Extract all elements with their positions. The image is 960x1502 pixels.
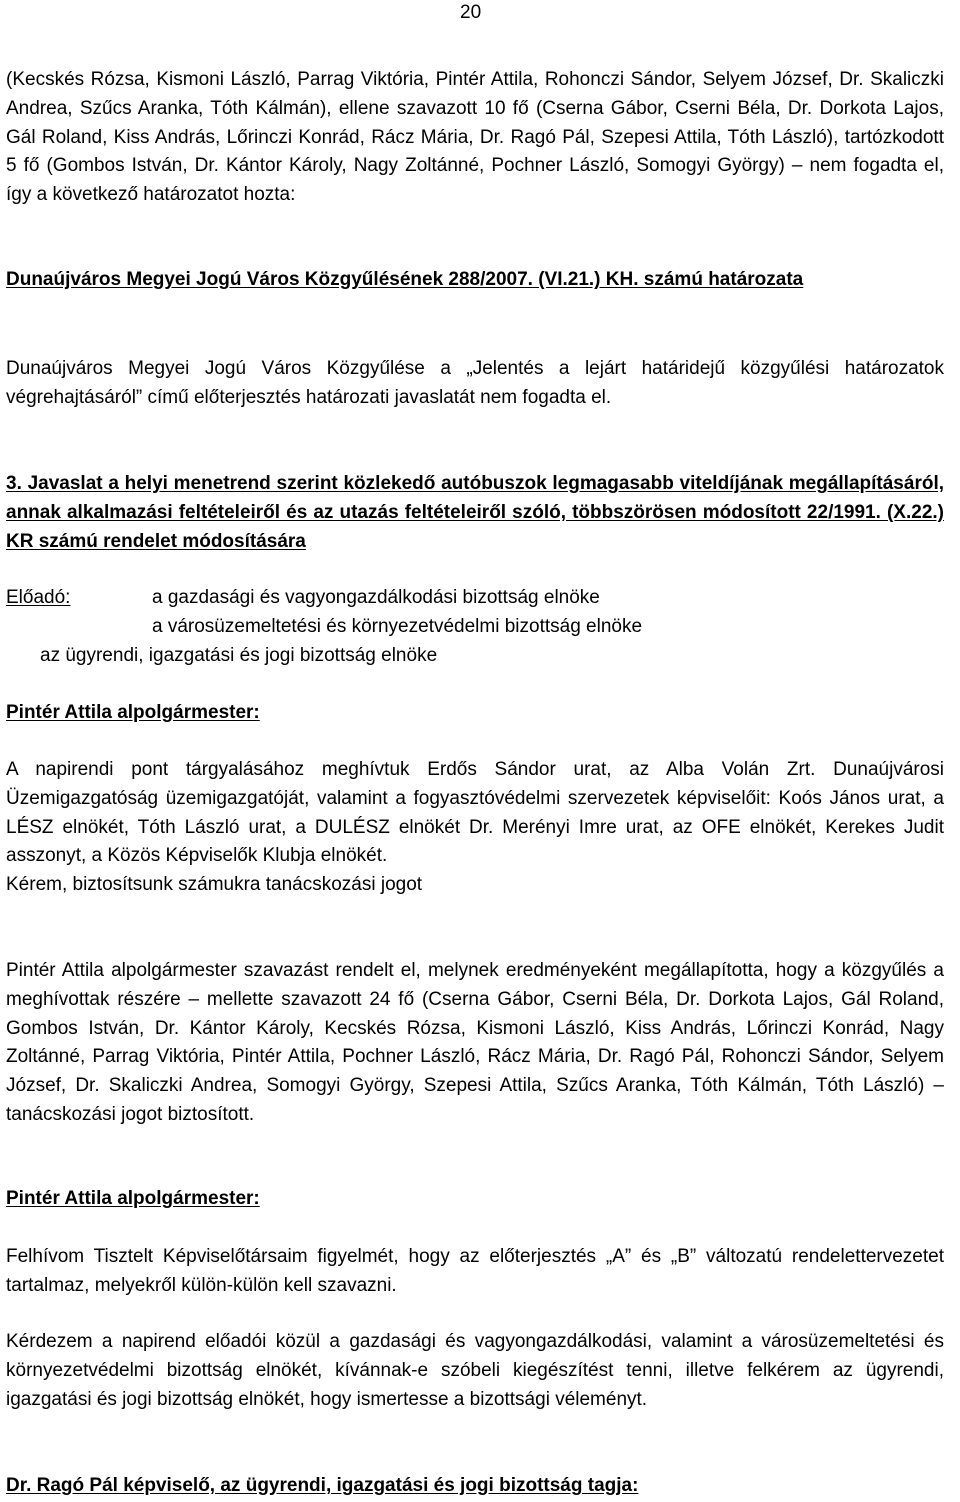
resolution-body [6, 355, 944, 413]
presenter-line-2: a városüzemeltetési és környezetvédelmi bizottság elnöke [152, 615, 643, 637]
presenter-label: Előadó: [6, 587, 71, 608]
request-text: Kérem, biztosítsunk számukra tanácskozási jogot [6, 874, 423, 896]
agenda-item-heading-text: 3. Javaslat a helyi menetrend szerint közlekedő autóbuszok legmagasabb viteldíjának megállapításáról, annak alkalmazási feltételeiről és az utazás feltételeiről szóló, többszörösen módosított 22/1991. (X.22.) KR számú rendelet módosítására [6, 473, 944, 552]
resolution-heading-text: Dunaújváros Megyei Jogú Város Közgyűlésének 288/2007. (VI.21.) KH. számú határozata [6, 269, 804, 290]
invite-text: A napirendi pont tárgyalásához meghívtuk Erdős Sándor urat, az Alba Volán Zrt. Dunaújvárosi Üzemigazgatóság üzemigazgatóját, valamint a fogyasztóvédelmi szervezetek képviselőit: Koós János urat, a LÉSZ elnökét, Tóth László urat, a DULÉSZ elnökét Dr. Merényi Imre urat, az OFE elnökét, Kerekes Judit asszonyt, a Közös Képviselők Klubja elnökét. [6, 759, 944, 867]
speaker-heading-3 [6, 1472, 944, 1501]
speaker-heading-2 [6, 1185, 944, 1214]
agenda-item-heading [6, 470, 944, 556]
speaker-heading-1 [6, 699, 944, 728]
presenter-line-3: az ügyrendi, igazgatási és jogi bizottság elnöke [40, 644, 438, 666]
invite-paragraph [6, 756, 944, 900]
vote-result-paragraph-2 [6, 957, 944, 1130]
vote-result-text-2: Pintér Attila alpolgármester szavazást rendelt el, melynek eredményeként megállapította, hogy a közgyűlés a meghívottak részére – mellette szavazott 24 fő (Cserna Gábor, Cserni Béla, Dr. Dorkota Lajos, Gál Roland, Gombos István, Dr. Kántor Károly, Kecskés Rózsa, Kismoni László, Kiss András, Lőrinczi Konrád, Nagy Zoltánné, Parrag Viktória, Pintér Attila, Pochner László, Rácz Mária, Dr. Ragó Pál, Rohonczi Sándor, Selyem József, Dr. Skaliczki Andrea, Somogyi György, Szepesi Attila, Szűcs Aranka, Tóth Kálmán, Tóth László) – tanácskozási jogot biztosított. [6, 960, 944, 1125]
presenter-block [6, 584, 944, 670]
page-number: 20 [460, 2, 482, 23]
resolution-body-text: Dunaújváros Megyei Jogú Város Közgyűlése a „Jelentés a lejárt határidejű közgyűlési határozatok végrehajtásáról” című előterjesztés határozati javaslatát nem fogadta el. [6, 358, 944, 408]
resolution-heading [6, 266, 944, 295]
presenter-line-1: a gazdasági és vagyongazdálkodási bizottság elnöke [152, 587, 600, 608]
vote-result-paragraph [6, 66, 944, 210]
speaker-name-3: Dr. Ragó Pál képviselő, az ügyrendi, igazgatási és jogi bizottság tagja: [6, 1475, 639, 1496]
question-paragraph [6, 1328, 944, 1414]
attention-text: Felhívom Tisztelt Képviselőtársaim figyelmét, hogy az előterjesztés „A” és „B” változatú rendelettervezetet tartalmaz, melyekről külön-külön kell szavazni. [6, 1246, 944, 1296]
vote-result-text: (Kecskés Rózsa, Kismoni László, Parrag Viktória, Pintér Attila, Rohonczi Sándor, Selyem József, Dr. Skaliczki Andrea, Szűcs Aranka, Tóth Kálmán), ellene szavazott 10 fő (Cserna Gábor, Cserni Béla, Dr. Dorkota Lajos, Gál Roland, Kiss András, Lőrinczi Konrád, Rácz Mária, Dr. Ragó Pál, Szepesi Attila, Tóth László), tartózkodott 5 fő (Gombos István, Dr. Kántor Károly, Nagy Zoltánné, Pochner László, Somogyi György) – nem fogadta el, így a következő határozatot hozta: [6, 69, 944, 206]
attention-paragraph [6, 1243, 944, 1301]
question-text: Kérdezem a napirend előadói közül a gazdasági és vagyongazdálkodási, valamint a városüzemeltetési és környezetvédelmi bizottság elnökét, kívánnak-e szóbeli kiegészítést tenni, illetve felkérem az ügyrendi, igazgatási és jogi bizottság elnökét, hogy ismertesse a bizottsági véleményt. [6, 1331, 944, 1410]
speaker-name-1: Pintér Attila alpolgármester: [6, 702, 260, 723]
speaker-name-2: Pintér Attila alpolgármester: [6, 1188, 260, 1209]
